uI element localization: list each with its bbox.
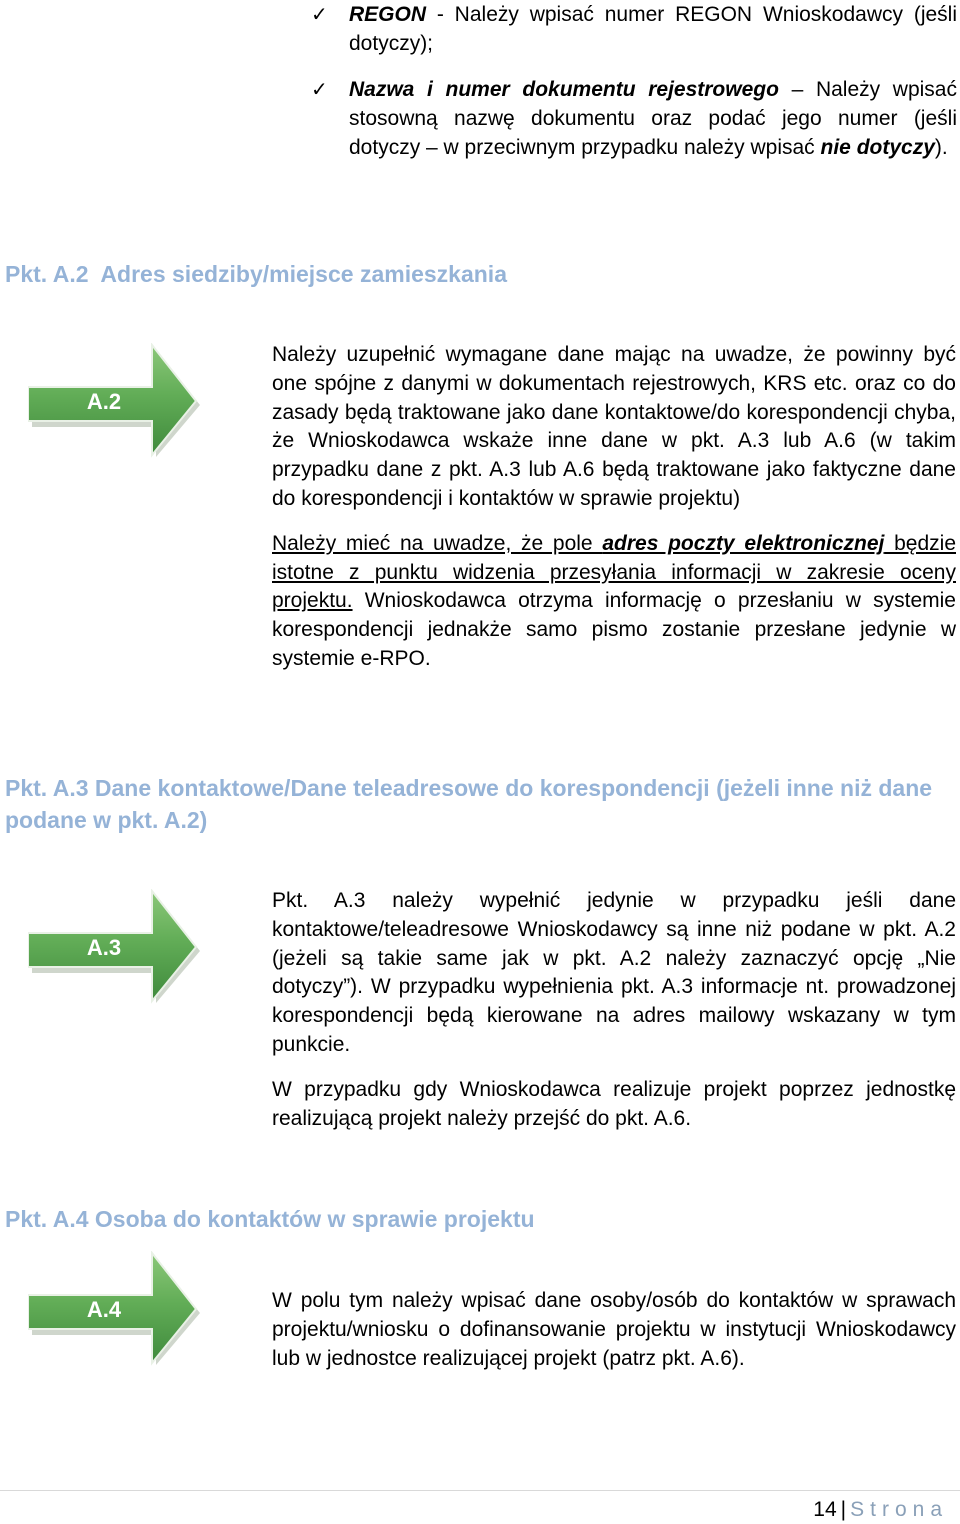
section-heading-a2	[5, 258, 957, 290]
page-number	[813, 1496, 948, 1524]
bullet-tail: ).	[934, 136, 948, 159]
bullet-regon	[305, 0, 957, 58]
heading-prefix: Pkt. A.	[5, 261, 76, 287]
underlined-text: będzie istotne z punktu widzenia przesyłania informacji w zakresie oceny projektu.	[272, 531, 956, 613]
paragraph-email-note	[272, 530, 956, 674]
heading-prefix: Pkt. A.	[5, 1206, 76, 1232]
underlined-text: Należy mieć na uwadze, że pole	[272, 531, 603, 555]
section-body-a3	[272, 887, 956, 1133]
heading-text: 4 Osoba do kontaktów w sprawie projektu	[75, 1206, 535, 1232]
bullet-emphasis: nie dotyczy	[820, 136, 935, 159]
paragraph: W polu tym należy wpisać dane osoby/osób do kontaktów w sprawach projektu/wniosku o dofinansowanie projektu w instytucji Wnioskodawcy lub w jednostce realizującej projekt (patrz pkt. A.6).	[272, 1289, 956, 1370]
page-separator: |	[840, 1498, 847, 1521]
email-field-term: adres poczty elektronicznej	[602, 531, 885, 555]
checkmark-icon: ✓	[311, 77, 328, 101]
paragraph: Należy uzupełnić wymagane dane mając na uwadze, że powinny być one spójne z danymi w dokumentach rejestrowych, KRS etc. oraz co do zasady będą traktowane jako dane kontaktowe/do korespondencji chyba, że Wnioskodawca wskaże inne dane w pkt. A.3 lub A.6 (w takim przypadku dane z pkt. A.3 lub A.6 będą traktowane jako faktyczne dane do korespondencji i kontaktów w sprawie projektu)	[272, 343, 956, 510]
heading-text: 3 Dane kontaktowe/Dane teleadresowe do korespondencji (jeżeli inne niż dane podane w pkt. A.2)	[5, 775, 933, 833]
arrow-badge-a4	[28, 1251, 204, 1369]
bullet-term: REGON	[349, 3, 427, 26]
arrow-badge-a2	[28, 343, 204, 461]
section-body-a2	[272, 341, 956, 674]
section-heading-a3	[5, 772, 957, 836]
heading-prefix: Pkt. A.	[5, 775, 76, 801]
bullet-registration-document	[305, 75, 957, 162]
checkmark-icon: ✓	[311, 2, 328, 26]
section-body-a4	[272, 1287, 956, 1373]
footer-divider	[0, 1490, 960, 1491]
paragraph-rest: Wnioskodawca otrzyma informację o przesłaniu w systemie korespondencji jednakże samo pismo zostanie przesłane jedynie w systemie e-RPO.	[272, 589, 956, 670]
arrow-label: A.4	[86, 1297, 122, 1322]
section-heading-a4	[5, 1203, 957, 1235]
paragraph: Pkt. A.3 należy wypełnić jedynie w przypadku jeśli dane kontaktowe/teleadresowe Wnioskodawcy są inne niż podane w pkt. A.2 (jeżeli są takie same jak w pkt. A.2 należy zaznaczyć opcję „Nie dotyczy”). W przypadku wypełnienia pkt. A.3 informacje nt. prowadzonej korespondencji będą kierowane na adres mailowy wskazany w tym punkcie.	[272, 889, 956, 1056]
arrow-label: A.2	[86, 389, 122, 414]
paragraph: W przypadku gdy Wnioskodawca realizuje projekt poprzez jednostkę realizującą projekt należy przejść do pkt. A.6.	[272, 1077, 956, 1130]
page-number-value: 14	[813, 1498, 837, 1521]
arrow-label: A.3	[86, 935, 122, 960]
arrow-badge-a3	[28, 889, 204, 1007]
bullet-list	[305, 0, 957, 162]
bullet-text: - Należy wpisać numer REGON Wnioskodawcy (jeśli dotyczy);	[349, 3, 957, 55]
bullet-term: Nazwa i numer dokumentu rejestrowego	[349, 78, 779, 101]
page-word: Strona	[850, 1498, 948, 1521]
bullet-text: – Należy wpisać stosowną nazwę dokumentu oraz podać jego numer (jeśli dotyczy – w przeciwnym przypadku należy wpisać	[349, 78, 957, 159]
heading-text: 2 Adres siedziby/miejsce zamieszkania	[75, 261, 507, 287]
